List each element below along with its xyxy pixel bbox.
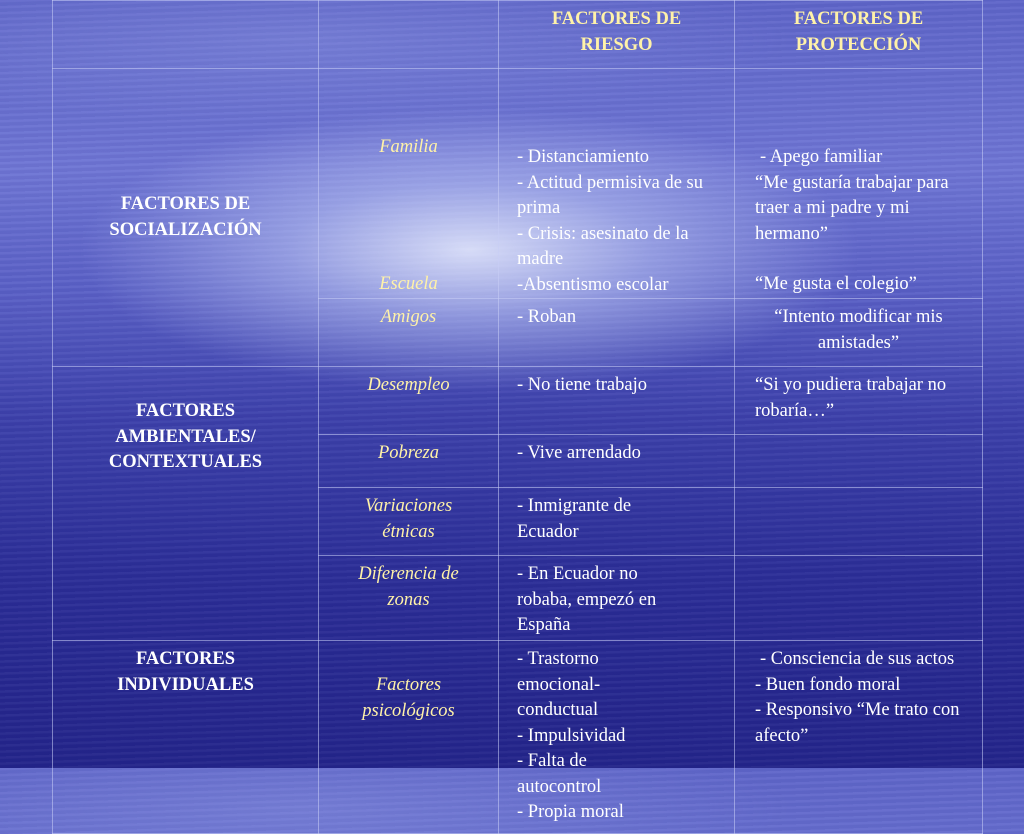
subfactor-desempleo: Desempleo <box>319 367 499 435</box>
risk-item: - Falta de autocontrol <box>517 751 602 797</box>
risk-item: - Crisis: asesinato de la madre <box>517 223 689 269</box>
protection-item: - Responsivo “Me trato con afecto” <box>755 700 960 746</box>
risk-cell-diferencia: - En Ecuador no robaba, empezó en España <box>499 556 735 641</box>
subfactor-amigos: Amigos <box>319 299 499 367</box>
risk-header: FACTORES DE RIESGO <box>499 1 735 69</box>
group-ambientales: FACTORES AMBIENTALES/ CONTEXTUALES <box>53 367 319 641</box>
risk-item: - Propia moral <box>517 802 624 822</box>
subfactor-familia: Familia <box>379 137 438 157</box>
subfactor-diferencia: Diferencia de zonas <box>319 556 499 641</box>
risk-cell-psicologicos <box>499 641 735 834</box>
risk-item: - Trastorno emocional-conductual <box>517 649 601 720</box>
table-row <box>53 367 983 435</box>
risk-cell-amigos: - Roban <box>499 299 735 367</box>
protection-item-escuela: “Me gusta el colegio” <box>755 274 917 294</box>
risk-item: - Distanciamiento <box>517 147 650 167</box>
group-individuales: FACTORES INDIVIDUALES <box>53 641 319 834</box>
protection-cell-diferencia <box>735 556 983 641</box>
subfactor-psicologicos: Factores psicológicos <box>319 641 499 834</box>
header-row <box>53 1 983 69</box>
factors-table <box>52 0 983 834</box>
risk-cell-desempleo: - No tiene trabajo <box>499 367 735 435</box>
table-row <box>53 69 983 299</box>
protection-cell-variaciones <box>735 488 983 556</box>
protection-cell-desempleo: “Si yo pudiera trabajar no robaría…” <box>735 367 983 435</box>
subfactor-escuela: Escuela <box>379 274 438 294</box>
empty-header-cell <box>319 1 499 69</box>
subfactor-variaciones: Variaciones étnicas <box>319 488 499 556</box>
risk-cell-variaciones: - Inmigrante de Ecuador <box>499 488 735 556</box>
risk-item: - Impulsividad <box>517 725 626 746</box>
subfactor-pobreza: Pobreza <box>319 435 499 488</box>
risk-cell-familia <box>499 69 735 299</box>
risk-item-escuela: -Absentismo escolar <box>517 274 669 295</box>
group-socializacion: FACTORES DE SOCIALIZACIÓN <box>53 69 319 367</box>
protection-item: - Buen fondo moral <box>755 674 901 695</box>
protection-header: FACTORES DE PROTECCIÓN <box>735 1 983 69</box>
protection-cell-familia <box>735 69 983 299</box>
empty-header-cell <box>53 1 319 69</box>
subfactor-cell-familia-escuela <box>319 69 499 299</box>
table-row <box>53 641 983 834</box>
protection-item: - Apego familiar <box>760 147 883 167</box>
protection-item: - Consciencia de sus actos <box>760 649 955 669</box>
protection-cell-pobreza <box>735 435 983 488</box>
protection-item: “Me gustaría trabajar para traer a mi padre y mi hermano” <box>755 172 949 244</box>
protection-cell-amigos: “Intento modificar mis amistades” <box>735 299 983 367</box>
risk-item: - Actitud permisiva de su prima <box>517 172 703 218</box>
risk-cell-pobreza: - Vive arrendado <box>499 435 735 488</box>
protection-cell-psicologicos <box>735 641 983 834</box>
